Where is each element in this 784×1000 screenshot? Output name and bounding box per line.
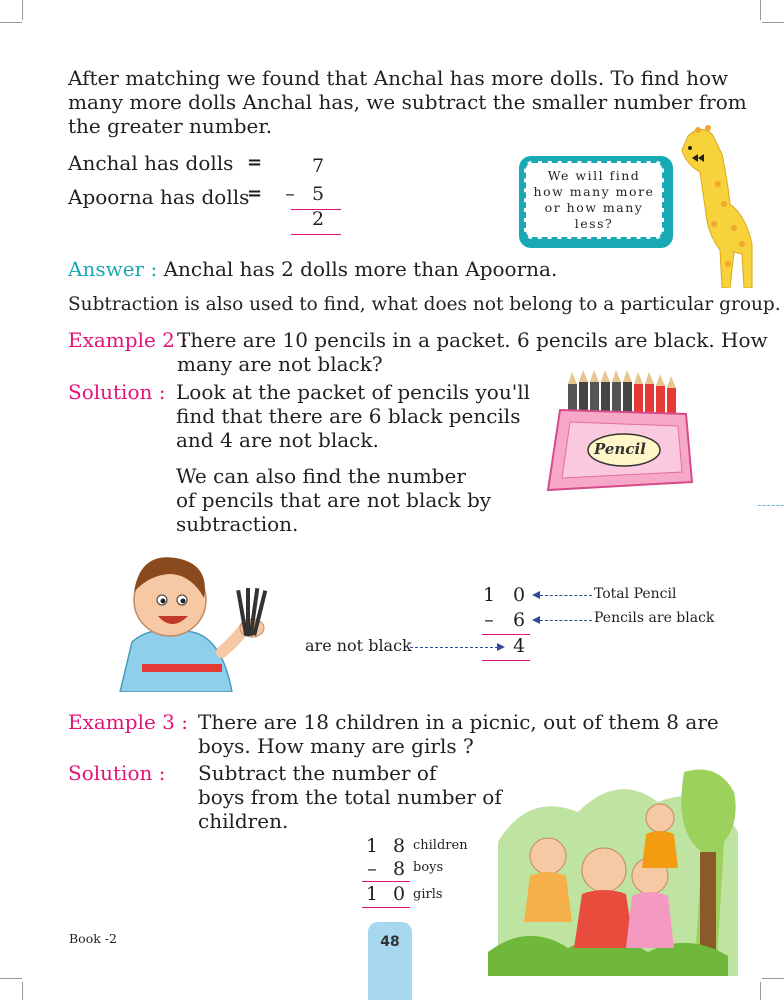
calc2-digit: 1 xyxy=(482,584,496,606)
picnic-illustration xyxy=(488,752,746,976)
calc2-label-not-black: are not black xyxy=(305,636,412,655)
intro-line: many more dolls Anchal has, we subtract the smaller number from xyxy=(68,90,747,114)
example2-solution: find that there are 6 black pencils xyxy=(176,404,521,428)
calc2-digit: 0 xyxy=(512,584,526,606)
speech-text: or how many xyxy=(544,200,644,215)
trim-mark xyxy=(762,978,784,979)
example2-solution-label: Solution : xyxy=(68,380,166,404)
page-number: 48 xyxy=(380,934,400,950)
arrow-not-black xyxy=(410,647,498,648)
example3-solution: boys from the total number of xyxy=(198,785,502,809)
apoorna-value: 5 xyxy=(311,183,325,205)
example3-label: Example 3 : xyxy=(68,710,188,734)
example2-solution: Look at the packet of pencils you'll xyxy=(176,380,530,404)
sum-line xyxy=(482,660,530,661)
trim-mark xyxy=(760,0,761,20)
calc3-label: boys xyxy=(413,860,444,875)
calc2-minus: – xyxy=(484,609,494,631)
speech-text: how many more xyxy=(533,184,655,199)
example2-solution: of pencils that are not black by xyxy=(176,488,492,512)
sum-line xyxy=(362,907,410,908)
answer-label: Answer : xyxy=(68,257,158,281)
example3-question: boys. How many are girls ? xyxy=(198,734,474,758)
calc2-label-total: Total Pencil xyxy=(594,586,677,602)
calc2-result: 4 xyxy=(512,635,526,657)
example2-solution: and 4 are not black. xyxy=(176,428,379,452)
sum-line xyxy=(291,234,341,235)
calc2-label-black: Pencils are black xyxy=(594,610,715,626)
calc3-result: 1 xyxy=(365,883,379,905)
calc3-label: children xyxy=(413,838,468,853)
pencil-box-label: Pencil xyxy=(594,440,646,458)
calc3-minus: – xyxy=(367,858,377,880)
minus-sign: – xyxy=(285,183,295,205)
apoorna-label: Apoorna has dolls xyxy=(68,185,250,209)
trim-mark xyxy=(0,22,22,23)
answer-line xyxy=(68,257,557,281)
boy-illustration xyxy=(112,542,284,692)
calc3-digit: 8 xyxy=(392,835,406,857)
dolls-result: 2 xyxy=(311,208,325,230)
example3-solution: Subtract the number of xyxy=(198,761,437,785)
trim-mark xyxy=(22,982,23,1000)
trim-mark xyxy=(760,982,761,1000)
example2-solution: subtraction. xyxy=(176,512,299,536)
subtraction-note: Subtraction is also used to find, what does not belong to a particular group. xyxy=(68,294,781,315)
answer-text: Anchal has 2 dolls more than Apoorna. xyxy=(163,257,558,281)
calc3-digit: 8 xyxy=(392,858,406,880)
speech-bubble xyxy=(519,156,673,248)
calc2-digit: 6 xyxy=(512,609,526,631)
example3-question: There are 18 children in a picnic, out of them 8 are xyxy=(198,710,719,734)
example3-solution-label: Solution : xyxy=(68,761,166,785)
trim-mark xyxy=(0,978,22,979)
calc3-label: girls xyxy=(413,887,443,902)
arrow-head-icon xyxy=(532,616,540,624)
speech-text: less? xyxy=(574,216,614,231)
giraffe-illustration xyxy=(668,124,758,288)
calc3-digit: 1 xyxy=(365,835,379,857)
book-label: Book -2 xyxy=(69,931,117,946)
intro-line: After matching we found that Anchal has more dolls. To find how xyxy=(68,66,729,90)
pencil-box-illustration xyxy=(540,370,696,494)
trim-mark xyxy=(762,22,784,23)
intro-line: the greater number. xyxy=(68,114,273,138)
speech-text: We will find xyxy=(547,168,641,183)
example3-solution: children. xyxy=(198,809,289,833)
equals-sign: = xyxy=(247,152,263,173)
example2-label: Example 2 : xyxy=(68,328,188,352)
arrow-head-icon xyxy=(497,643,505,651)
sum-line xyxy=(362,881,410,882)
anchal-value: 7 xyxy=(311,155,325,177)
equals-sign: = xyxy=(247,183,263,204)
trim-mark xyxy=(22,0,23,20)
arrow-total xyxy=(540,595,592,596)
example2-question: many are not black? xyxy=(177,352,383,376)
example2-solution: We can also find the number xyxy=(176,464,466,488)
example2-question: There are 10 pencils in a packet. 6 pencils are black. How xyxy=(177,328,768,352)
anchal-label: Anchal has dolls xyxy=(68,151,234,175)
arrow-black xyxy=(540,620,592,621)
margin-dash xyxy=(758,505,784,506)
calc3-result: 0 xyxy=(392,883,406,905)
arrow-head-icon xyxy=(532,591,540,599)
